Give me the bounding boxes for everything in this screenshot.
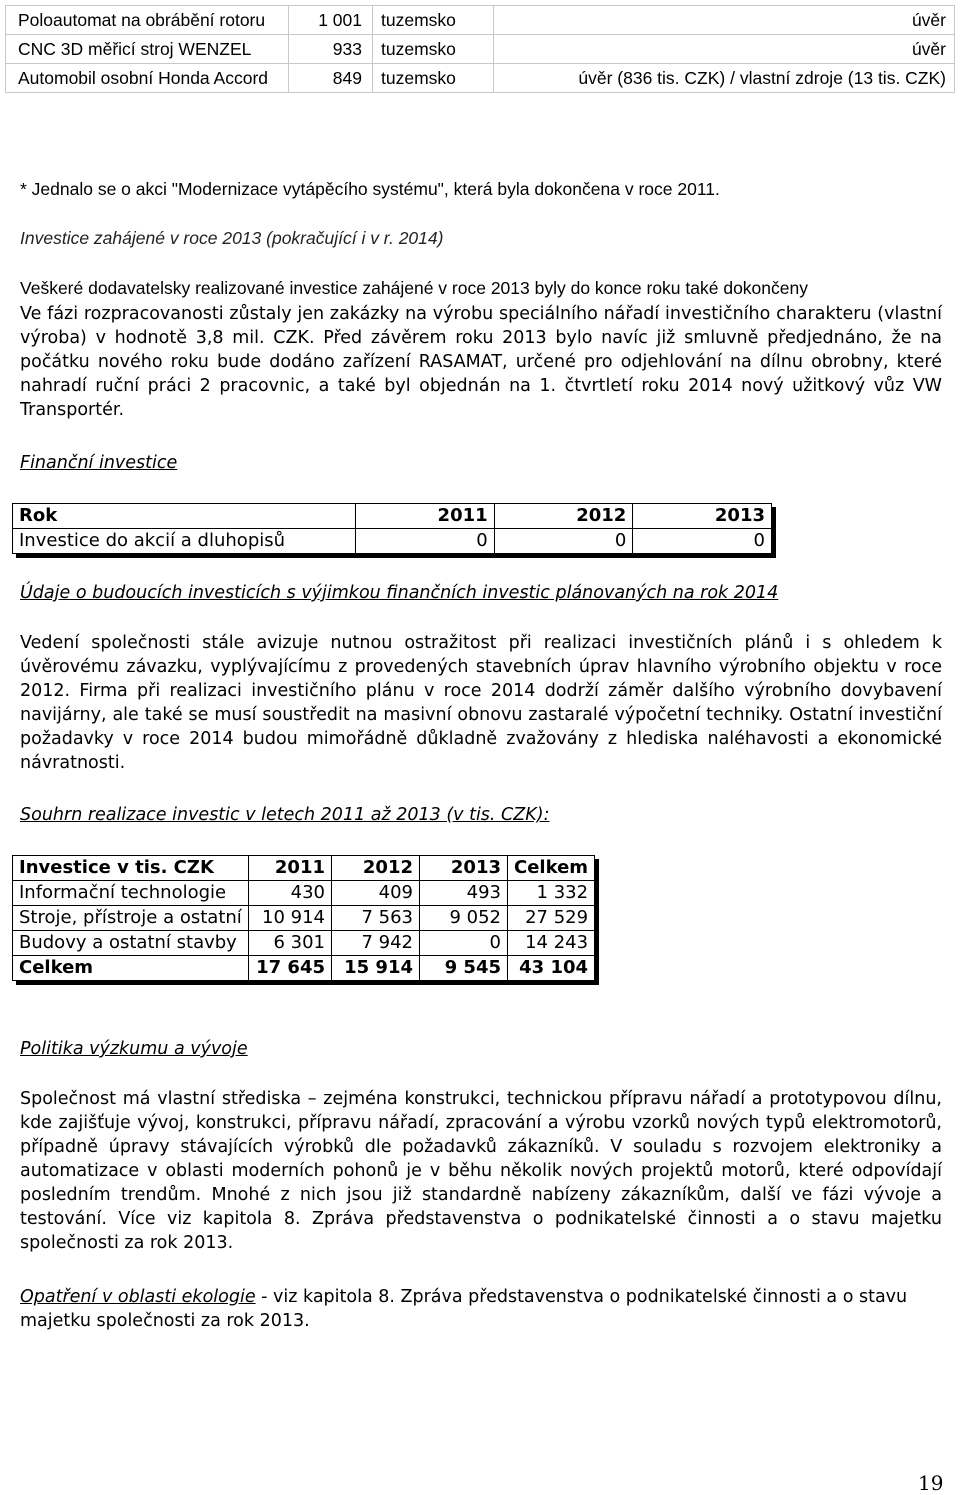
summary-header-row <box>13 856 595 881</box>
asset-financing: úvěr <box>494 6 955 35</box>
heading-research-policy: Politika výzkumu a vývoje <box>20 1039 248 1059</box>
asset-source: tuzemsko <box>373 64 494 93</box>
fin-table-header-row <box>13 504 772 529</box>
summary-cell: 17 645 <box>249 956 332 981</box>
fin-header-cell: 2011 <box>356 504 495 529</box>
summary-cell: 6 301 <box>249 931 332 956</box>
paragraph-started-2: Ve fázi rozpracovanosti zůstaly jen zakázky na výrobu speciálního nářadí investičního charakteru (vlastní výroba) v hodnotě 3,8 mil. CZK. Před závěrem roku 2013 bylo navíc již smluvně předjednáno, že na počátku nového roku bude dodáno zařízení RASAMAT, určené pro odjehlování na dílnu obrobny, které nahradí ruční práci 2 pracovnic, a také byl objednán na 1. čtvrtletí roku 2014 nový užitkový vůz VW Transportér. <box>20 304 942 420</box>
asset-name: Automobil osobní Honda Accord <box>6 64 289 93</box>
summary-cell: 43 104 <box>508 956 595 981</box>
summary-row-label: Informační technologie <box>13 881 249 906</box>
summary-total-row <box>13 956 595 981</box>
heading-future-investments: Údaje o budoucích investicích s výjimkou finančních investic plánovaných na rok 2014 <box>20 583 779 603</box>
asset-value: 849 <box>289 64 373 93</box>
asset-table <box>5 5 955 93</box>
fin-header-cell: 2013 <box>633 504 772 529</box>
paragraph-research: Společnost má vlastní střediska – zejména konstrukci, technickou přípravu nářadí a prototypovou dílnu, kde zajišťuje vývoj, konstrukci, přípravu nářadí, zpracování a výrobu vzorků nových typů elektromotorů, případně úpravy stávajících výrobků dle požadavků zákazníků. V souladu s rozvojem elektroniky a automatizace v oblasti moderních pohonů je v běhu několik nových projektů motorů, které odpovídají posledním trendům. Mnohé z nich jsou již standardně nabízeny zákazníkům, další ve fázi vývoje a testování. Více viz kapitola 8. Zpráva představenstva o podnikatelské činnosti a o stavu majetku společnosti za rok 2013. <box>20 1089 942 1253</box>
summary-cell: 2011 <box>249 856 332 881</box>
summary-cell: 9 545 <box>420 956 508 981</box>
asset-row <box>6 64 955 93</box>
summary-cell: 27 529 <box>508 906 595 931</box>
investment-summary-table <box>12 855 595 981</box>
summary-cell: 15 914 <box>332 956 420 981</box>
summary-cell: 0 <box>420 931 508 956</box>
financial-investments-table <box>12 503 772 554</box>
summary-row <box>13 881 595 906</box>
summary-cell: 7 942 <box>332 931 420 956</box>
summary-row <box>13 931 595 956</box>
summary-row-label: Investice v tis. CZK <box>13 856 249 881</box>
summary-cell: 14 243 <box>508 931 595 956</box>
fin-header-cell: Rok <box>13 504 356 529</box>
summary-table-body <box>13 856 595 981</box>
summary-cell: 430 <box>249 881 332 906</box>
footnote: * Jednalo se o akci "Modernizace vytápěcího systému", která byla dokončena v roce 2011. <box>20 179 720 199</box>
summary-cell: 493 <box>420 881 508 906</box>
fin-table-row <box>13 529 772 554</box>
summary-cell: 409 <box>332 881 420 906</box>
summary-cell: Celkem <box>508 856 595 881</box>
summary-row-label: Celkem <box>13 956 249 981</box>
summary-cell: 7 563 <box>332 906 420 931</box>
heading-financial-investments: Finanční investice <box>20 453 178 473</box>
ecology-text: - viz kapitola 8. Zpráva představenstva o podnikatelské činnosti a o stavu majetku společnosti za rok 2013. <box>20 1287 908 1331</box>
asset-value: 933 <box>289 35 373 64</box>
page-number: 19 <box>918 1471 944 1495</box>
asset-financing: úvěr <box>494 35 955 64</box>
fin-row-label: Investice do akcií a dluhopisů <box>13 529 356 554</box>
ecology-label: Opatření v oblasti ekologie <box>20 1287 256 1307</box>
summary-cell: 9 052 <box>420 906 508 931</box>
summary-cell: 2012 <box>332 856 420 881</box>
asset-row <box>6 35 955 64</box>
fin-header-cell: 2012 <box>494 504 633 529</box>
fin-row-value: 0 <box>633 529 772 554</box>
asset-source: tuzemsko <box>373 6 494 35</box>
paragraph-started-1: Veškeré dodavatelsky realizované investice zahájené v roce 2013 byly do konce roku také dokončeny <box>20 278 808 298</box>
fin-row-value: 0 <box>356 529 495 554</box>
asset-table-body <box>6 6 955 93</box>
fin-row-value: 0 <box>494 529 633 554</box>
paragraph-future-investments: Vedení společnosti stále avizuje nutnou ostražitost při realizaci investičních plánů i s ohledem k úvěrovému závazku, vyplývajícímu z provedených stavebních úprav hlavního výrobního objektu v roce 2012. Firma při realizaci investičního plánu v roce 2014 dodrží záměr dalšího výrobního dovybavení navijárny, ale také se musí soustředit na masivní obnovu zastaralé výpočetní techniky. Ostatní investiční požadavky v roce 2014 budou mimořádně důkladně zvažovány z hlediska naléhavosti a ekonomické návratnosti. <box>20 633 942 773</box>
asset-financing: úvěr (836 tis. CZK) / vlastní zdroje (13 tis. CZK) <box>494 64 955 93</box>
summary-row-label: Stroje, přístroje a ostatní <box>13 906 249 931</box>
paragraph-ecology <box>20 1285 942 1333</box>
asset-source: tuzemsko <box>373 35 494 64</box>
asset-name: CNC 3D měřicí stroj WENZEL <box>6 35 289 64</box>
heading-started-investments: Investice zahájené v roce 2013 (pokračující i v r. 2014) <box>20 228 444 248</box>
summary-cell: 1 332 <box>508 881 595 906</box>
summary-row <box>13 906 595 931</box>
asset-value: 1 001 <box>289 6 373 35</box>
heading-investment-summary: Souhrn realizace investic v letech 2011 až 2013 (v tis. CZK): <box>20 805 550 825</box>
summary-cell: 2013 <box>420 856 508 881</box>
asset-name: Poloautomat na obrábění rotoru <box>6 6 289 35</box>
summary-cell: 10 914 <box>249 906 332 931</box>
asset-row <box>6 6 955 35</box>
summary-row-label: Budovy a ostatní stavby <box>13 931 249 956</box>
